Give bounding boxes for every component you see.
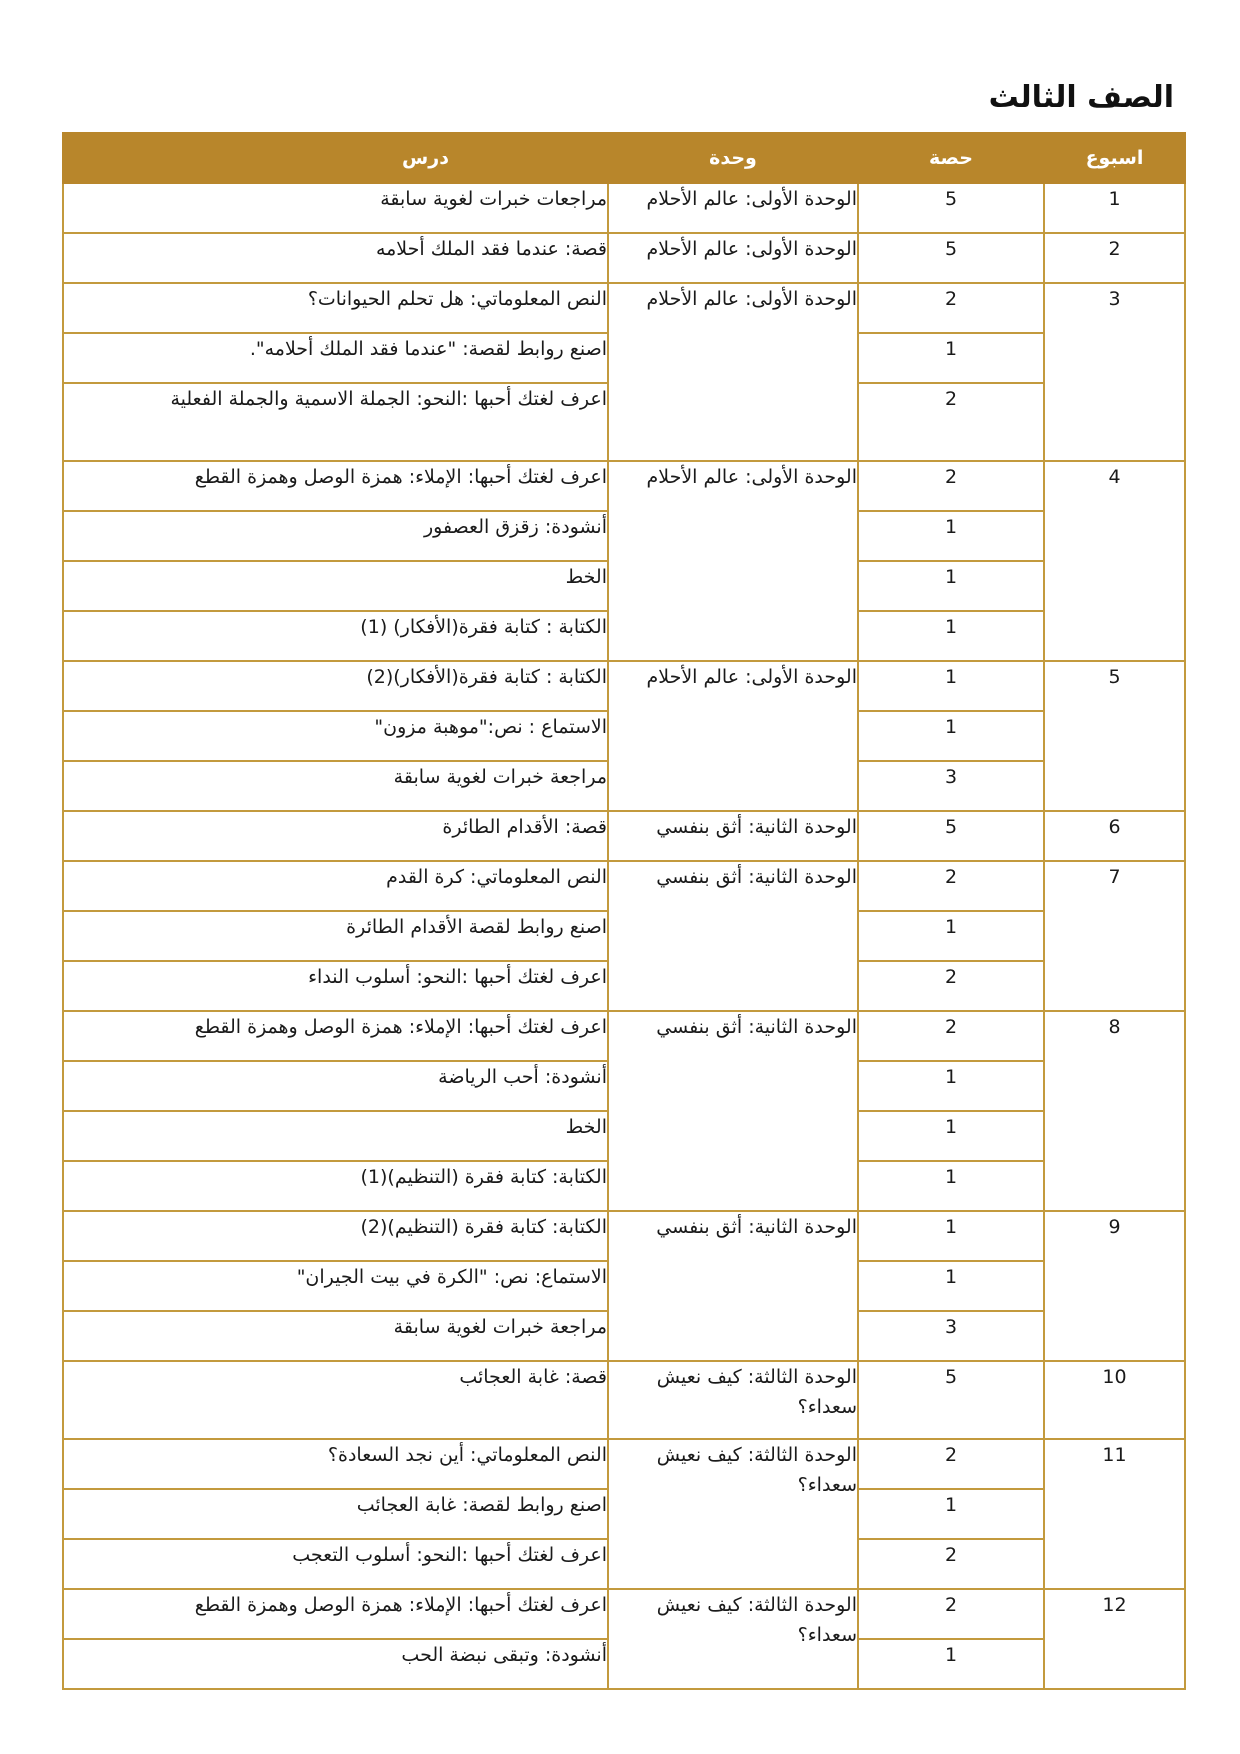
unit-cell: الوحدة الثانية: أثق بنفسي [608,861,858,1011]
lesson-cell: اعرف لغتك أحبها :النحو: أسلوب النداء [63,961,608,1011]
header-lesson: درس [63,133,608,183]
hours-cell: 5 [858,1361,1044,1439]
table-row [63,1211,1185,1261]
unit-cell: الوحدة الأولى: عالم الأحلام [608,183,858,233]
lesson-cell: مراجعة خبرات لغوية سابقة [63,761,608,811]
table-header-row [63,133,1185,183]
hours-cell: 1 [858,661,1044,711]
lesson-cell: الكتابة : كتابة فقرة(الأفكار)(2) [63,661,608,711]
hours-cell: 2 [858,1439,1044,1489]
table-row [63,861,1185,911]
hours-cell: 1 [858,1489,1044,1539]
hours-cell: 2 [858,283,1044,333]
hours-cell: 2 [858,1589,1044,1639]
week-cell: 11 [1044,1439,1185,1589]
lesson-cell: الاستماع: نص: "الكرة في بيت الجيران" [63,1261,608,1311]
unit-cell: الوحدة الأولى: عالم الأحلام [608,461,858,661]
week-cell: 7 [1044,861,1185,1011]
table-row [63,1361,1185,1439]
hours-cell: 1 [858,611,1044,661]
hours-cell: 1 [858,561,1044,611]
lesson-cell: الكتابة: كتابة فقرة (التنظيم)(1) [63,1161,608,1211]
hours-cell: 1 [858,511,1044,561]
hours-cell: 3 [858,761,1044,811]
lesson-cell: اعرف لغتك أحبها :النحو: أسلوب التعجب [63,1539,608,1589]
unit-cell: الوحدة الثالثة: كيف نعيش سعداء؟ [608,1361,858,1439]
lesson-cell: قصة: غابة العجائب [63,1361,608,1439]
hours-cell: 5 [858,183,1044,233]
table-row [63,1439,1185,1489]
hours-cell: 1 [858,911,1044,961]
table-row [63,811,1185,861]
week-cell: 9 [1044,1211,1185,1361]
week-cell: 2 [1044,233,1185,283]
lesson-cell: النص المعلوماتي: كرة القدم [63,861,608,911]
table-row [63,183,1185,233]
header-hours: حصة [858,133,1044,183]
unit-cell: الوحدة الأولى: عالم الأحلام [608,661,858,811]
hours-cell: 2 [858,1539,1044,1589]
hours-cell: 1 [858,711,1044,761]
hours-cell: 3 [858,1311,1044,1361]
week-cell: 1 [1044,183,1185,233]
hours-cell: 1 [858,1061,1044,1111]
week-cell: 8 [1044,1011,1185,1211]
hours-cell: 1 [858,333,1044,383]
page-title: الصف الثالث [988,80,1174,115]
lesson-cell: اصنع روابط لقصة الأقدام الطائرة [63,911,608,961]
week-cell: 6 [1044,811,1185,861]
hours-cell: 5 [858,811,1044,861]
header-unit: وحدة [608,133,858,183]
hours-cell: 2 [858,961,1044,1011]
table-row [63,233,1185,283]
lesson-cell: اصنع روابط لقصة: "عندما فقد الملك أحلامه". [63,333,608,383]
lesson-cell: الخط [63,1111,608,1161]
hours-cell: 2 [858,861,1044,911]
week-cell: 10 [1044,1361,1185,1439]
schedule-table [62,132,1186,1690]
lesson-cell: مراجعة خبرات لغوية سابقة [63,1311,608,1361]
hours-cell: 2 [858,383,1044,461]
lesson-cell: النص المعلوماتي: هل تحلم الحيوانات؟ [63,283,608,333]
unit-cell: الوحدة الثالثة: كيف نعيش سعداء؟ [608,1589,858,1689]
lesson-cell: الخط [63,561,608,611]
lesson-cell: مراجعات خبرات لغوية سابقة [63,183,608,233]
lesson-cell: اعرف لغتك أحبها: الإملاء: همزة الوصل وهمزة القطع [63,1589,608,1639]
table-row [63,461,1185,511]
lesson-cell: اصنع روابط لقصة: غابة العجائب [63,1489,608,1539]
table-row [63,661,1185,711]
lesson-cell: قصة: الأقدام الطائرة [63,811,608,861]
table-row [63,1011,1185,1061]
lesson-cell: أنشودة: زقزق العصفور [63,511,608,561]
lesson-cell: أنشودة: أحب الرياضة [63,1061,608,1111]
unit-cell: الوحدة الثانية: أثق بنفسي [608,811,858,861]
hours-cell: 1 [858,1211,1044,1261]
unit-cell: الوحدة الثانية: أثق بنفسي [608,1011,858,1211]
week-cell: 12 [1044,1589,1185,1689]
lesson-cell: اعرف لغتك أحبها: الإملاء: همزة الوصل وهمزة القطع [63,461,608,511]
unit-cell: الوحدة الأولى: عالم الأحلام [608,233,858,283]
lesson-cell: الكتابة : كتابة فقرة(الأفكار) (1) [63,611,608,661]
week-cell: 5 [1044,661,1185,811]
lesson-cell: الكتابة: كتابة فقرة (التنظيم)(2) [63,1211,608,1261]
unit-cell: الوحدة الثانية: أثق بنفسي [608,1211,858,1361]
hours-cell: 5 [858,233,1044,283]
hours-cell: 1 [858,1111,1044,1161]
hours-cell: 2 [858,461,1044,511]
week-cell: 3 [1044,283,1185,461]
unit-cell: الوحدة الأولى: عالم الأحلام [608,283,858,461]
lesson-cell: اعرف لغتك أحبها :النحو: الجملة الاسمية والجملة الفعلية [63,383,608,461]
hours-cell: 2 [858,1011,1044,1061]
unit-cell: الوحدة الثالثة: كيف نعيش سعداء؟ [608,1439,858,1589]
hours-cell: 1 [858,1261,1044,1311]
table-row [63,1589,1185,1639]
table-row [63,283,1185,333]
hours-cell: 1 [858,1161,1044,1211]
lesson-cell: قصة: عندما فقد الملك أحلامه [63,233,608,283]
lesson-cell: أنشودة: وتبقى نبضة الحب [63,1639,608,1689]
lesson-cell: اعرف لغتك أحبها: الإملاء: همزة الوصل وهمزة القطع [63,1011,608,1061]
lesson-cell: الاستماع : نص:"موهبة مزون" [63,711,608,761]
hours-cell: 1 [858,1639,1044,1689]
lesson-cell: النص المعلوماتي: أين نجد السعادة؟ [63,1439,608,1489]
week-cell: 4 [1044,461,1185,661]
header-week: اسبوع [1044,133,1185,183]
